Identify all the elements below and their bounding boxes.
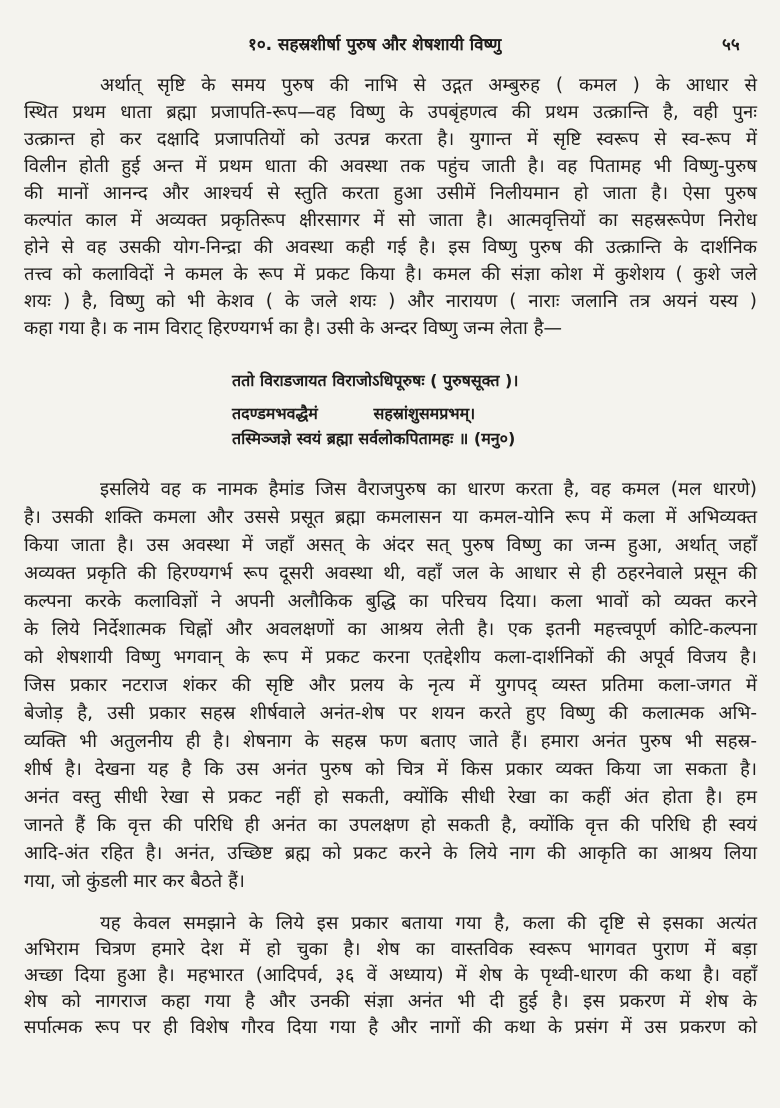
text-line: यह केवल समझाने के लिये इस प्रकार बताया गया है, कला की दृष्टि से इसका अत्यंत	[100, 913, 757, 934]
text-line: किया जाता है। उस अवस्था में जहाँ असत् के अंदर सत् पुरुष विष्णु का जन्म हुआ, अर्थात् जहाँ	[24, 535, 757, 556]
verse-line: तस्मिञ्जज्ञे स्वयं ब्रह्मा सर्वलोकपितामहः ॥ (मनु०)	[232, 429, 516, 448]
text-line: है। उसकी शक्ति कमला और उससे प्रसूत ब्रह्मा कमलासन या कमल-योनि रूप में कला में अभिव्यक्त	[24, 507, 757, 528]
text-line: तत्त्व को कलाविदों ने कमल के रूप में प्रकट किया है। कमल की संज्ञा कोश में कुशेशय ( कुशे जले	[24, 264, 757, 285]
text-line: विलीन होती हुई अन्त में प्रथम धाता की अवस्था तक पहुंच जाती है। वह पितामह भी विष्णु-पुरुष	[24, 156, 757, 177]
verse-line: तदण्डमभवद्धैमं सहस्रांशुसमप्रभम्।	[232, 404, 476, 423]
text-line: की मानों आनन्द और आश्चर्य से स्तुति करता हुआ उसीमें निलीयमान हो जाता है। ऐसा पुरुष	[24, 183, 757, 204]
text-line: शयः ) है, विष्णु को भी केशव ( के जले शयः ) और नारायण ( नाराः जलानि तत्र अयनं यस्य )	[24, 291, 757, 312]
text-line: कल्पांत काल में अव्यक्त प्रकृतिरूप क्षीरसागर में सो जाता है। आत्मवृत्तियों का सहस्ररूपेण निरोध	[24, 210, 757, 231]
text-line: इसलिये वह क नामक हैमांड जिस वैराजपुरुष का धारण करता है, वह कमल (मल धारणे)	[100, 479, 757, 500]
text-line: जिस प्रकार नटराज शंकर की सृष्टि और प्रलय के नृत्य में युगपद् व्यस्त प्रतिमा कला-जगत में	[24, 675, 757, 696]
text-line: जानते हैं कि वृत्त की परिधि ही अनंत का उपलक्षण हो सकती है, क्योंकि वृत्त की परिधि ही स्वयं	[24, 815, 757, 836]
text-line: स्थित प्रथम धाता ब्रह्मा प्रजापति-रूप—वह विष्णु के उपबृंहणत्व की प्रथम उत्क्रान्ति है, वही पुनः	[24, 102, 757, 123]
text-line: सर्पात्मक रूप पर ही विशेष गौरव दिया गया है और नागों की कथा के प्रसंग में उस प्रकरण को	[24, 1017, 757, 1038]
text-line: आदि-अंत रहित है। अनंत, उच्छिष्ट ब्रह्म को प्रकट करने के लिये नाग की आकृति का आश्रय लिया	[24, 843, 757, 864]
text-line: व्यक्ति भी अतुलनीय ही है। शेषनाग के सहस्र फण बताए जाते हैं। हमारा अनंत पुरुष भी सहस्र-	[24, 731, 757, 752]
text-line: कल्पना करके कलाविज्ञों ने अपनी अलौकिक बुद्धि का परिचय दिया। कला भावों को व्यक्त करने	[24, 591, 757, 612]
text-line: अनंत वस्तु सीधी रेखा से प्रकट नहीं हो सकती, क्योंकि सीधी रेखा का कहीं अंत होता है। हम	[24, 787, 757, 808]
text-line: अभिराम चित्रण हमारे देश में हो चुका है। शेष का वास्तविक स्वरूप भागवत पुराण में बड़ा	[24, 939, 757, 960]
text-line: होने से वह उसकी योग-निन्द्रा की अवस्था कही गई है। इस विष्णु पुरुष की उत्क्रान्ति के दार्शनिक	[24, 237, 757, 258]
running-header-title: १०. सहस्रशीर्षा पुरुष और शेषशायी विष्णु	[248, 35, 502, 55]
text-line: शेष को नागराज कहा गया है और उनकी संज्ञा अनंत भी दी हुई है। इस प्रकरण में शेष के	[24, 991, 757, 1012]
text-line: अव्यक्त प्रकृति की हिरण्यगर्भ रूप दूसरी अवस्था थी, वहाँ जल के आधार से ही ठहरनेवाले प्रसून की	[24, 563, 757, 584]
text-line: कहा गया है। क नाम विराट् हिरण्यगर्भ का है। उसी के अन्दर विष्णु जन्म लेता है—	[24, 318, 563, 339]
text-line: को शेषशायी विष्णु भगवान् के रूप में प्रकट करना एतद्देशीय कला-दार्शनिकों की अपूर्व विजय है।	[24, 647, 757, 668]
text-line: के लिये निर्देशात्मक चिह्नों और अवलक्षणों का आश्रय लेती है। एक इतनी महत्त्वपूर्ण कोटि-कल्पना	[24, 619, 757, 640]
text-line: अच्छा दिया हुआ है। महभारत (आदिपर्व, ३६ वें अध्याय) में शेष के पृथ्वी-धारण की कथा है। वहाँ	[24, 965, 757, 986]
text-line: उत्क्रान्त हो कर दक्षादि प्रजापतियों को उत्पन्न करता है। युगान्त में सृष्टि स्वरूप से स्व-रूप में	[24, 129, 757, 150]
text-line: गया, जो कुंडली मार कर बैठते हैं।	[24, 871, 245, 892]
text-line: शीर्ष है। देखना यह है कि उस अनंत पुरुष को चित्र में किस प्रकार व्यक्त किया जा सकता है।	[24, 759, 757, 780]
page-number: ५५	[722, 35, 740, 55]
verse-line: ततो विराडजायत विराजोऽधिपूरुषः ( पुरुषसूक्त )।	[232, 371, 519, 390]
text-line: बेजोड़ है, उसी प्रकार सहस्र शीर्षवाले अनंत-शेष पर शयन करते हुए विष्णु की कलात्मक अभि-	[24, 703, 757, 724]
text-line: अर्थात् सृष्टि के समय पुरुष की नाभि से उद्गत अम्बुरुह ( कमल ) के आधार से	[100, 75, 757, 96]
